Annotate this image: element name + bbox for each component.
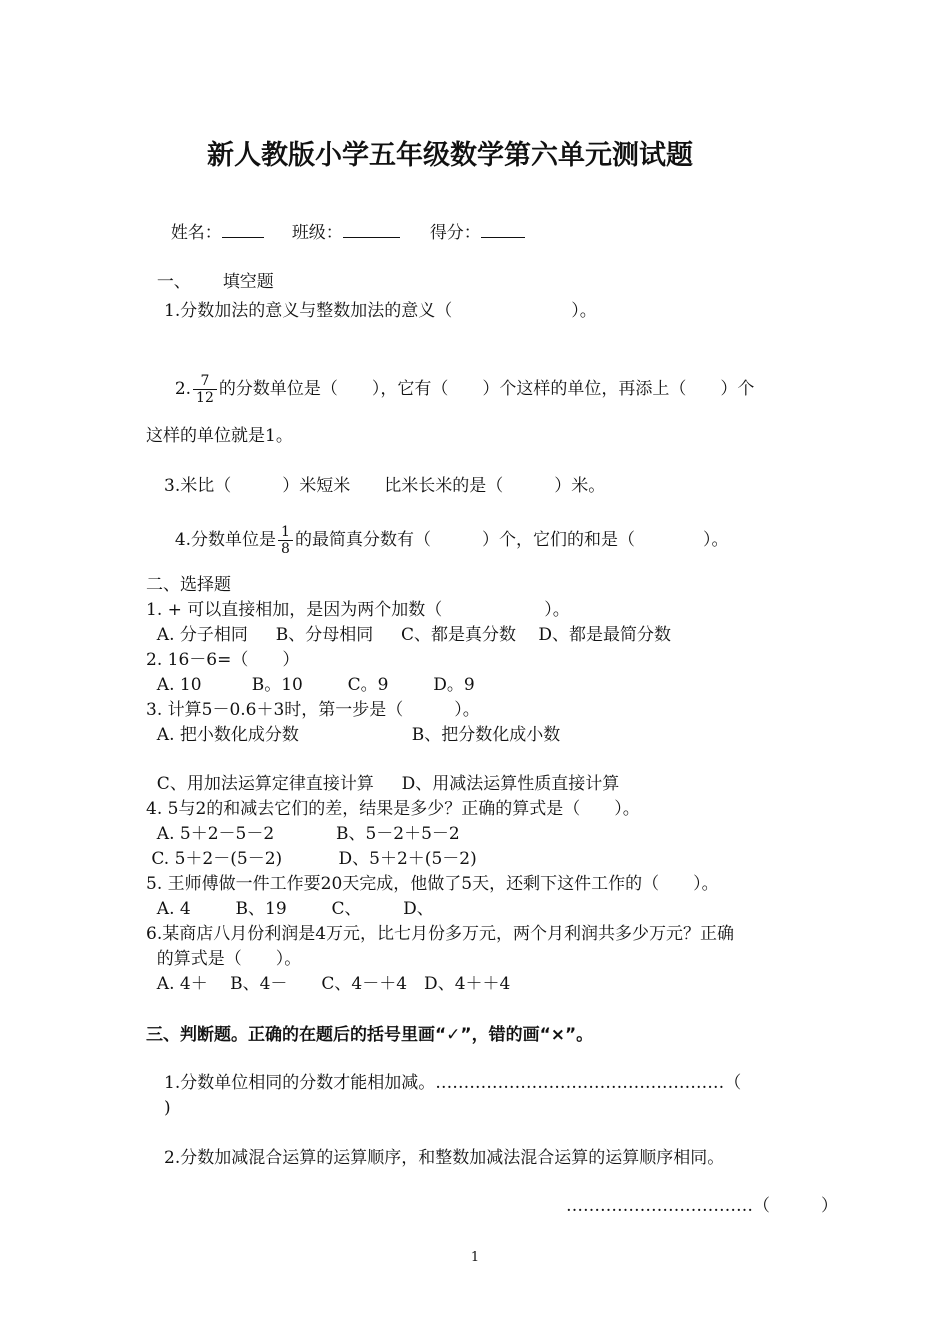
choice-line: 3. 计算5－0.6＋3时，第一步是（ ）。 <box>146 700 480 720</box>
score-blank[interactable] <box>481 222 525 238</box>
q2-text: 的分数单位是（ ），它有（ ）个这样的单位，再添上（ ）个 <box>218 379 755 399</box>
choice-line: 1. + 可以直接相加，是因为两个加数（ ）。 <box>146 600 570 620</box>
choice-line: A. 10 B。10 C。9 D。9 <box>146 675 475 695</box>
section2-heading: 二、选择题 <box>146 575 231 595</box>
name-blank[interactable] <box>222 222 264 238</box>
page-number: 1 <box>470 1250 480 1265</box>
choice-line: C、用加法运算定律直接计算 D、用减法运算性质直接计算 <box>146 774 620 794</box>
fill-question-3: 3.米比（ ）米短米 比米长米的是（ ）米。 <box>164 476 606 496</box>
q4-text-start: 4.分数单位是 <box>174 530 277 550</box>
score-label: 得分： <box>429 223 481 243</box>
fraction-numerator: 1 <box>278 524 293 541</box>
section1-title: 填空题 <box>222 272 274 292</box>
choice-line: C. 5＋2－(5－2) D、5＋2＋(5－2) <box>146 849 477 869</box>
fill-question-1: 1.分数加法的意义与整数加法的意义（ ）。 <box>164 301 597 321</box>
choice-line: A. 5＋2－5－2 B、5－2＋5－2 <box>146 824 460 844</box>
q2-number: 2. <box>174 379 192 399</box>
fraction-denominator: 12 <box>196 390 214 406</box>
choice-line: 6.某商店八月份利润是4万元，比七月份多万元，两个月利润共多少万元？正确 <box>146 924 735 944</box>
fill-question-4 <box>164 504 728 557</box>
choice-line: 的算式是（ ）。 <box>146 949 302 969</box>
section3-heading: 三、判断题。正确的在题后的括号里画“✓”，错的画“×”。 <box>146 1025 594 1045</box>
choice-line: 2. 16－6=（ ） <box>146 650 300 670</box>
choice-line: A. 4 B、19 C、 D、 <box>146 899 434 919</box>
choice-line: A. 4＋ B、4－ C、4－＋4 D、4＋＋4 <box>146 974 511 994</box>
judge-question-2-tail: ……………………………（ ） <box>566 1196 838 1216</box>
choice-line: A. 分子相同 B、分母相同 C、都是真分数 D、都是最简分数 <box>146 625 672 645</box>
judge-question-1: 1.分数单位相同的分数才能相加减。……………………………………………（ <box>164 1073 742 1093</box>
class-blank[interactable] <box>343 222 400 238</box>
fill-question-2 <box>164 353 754 406</box>
judge-question-1-bracket: ) <box>164 1098 171 1118</box>
name-label: 姓名： <box>170 223 222 243</box>
fraction-denominator: 8 <box>281 541 290 557</box>
section1-number: 一、 <box>156 272 191 292</box>
fraction-1-8 <box>278 524 293 557</box>
judge-question-2: 2.分数加减混合运算的运算顺序，和整数加减法混合运算的运算顺序相同。 <box>164 1148 725 1168</box>
choice-line: 5. 王师傅做一件工作要20天完成，他做了5天，还剩下这件工作的（ ）。 <box>146 874 719 894</box>
choice-line: 4. 5与2的和减去它们的差，结果是多少？正确的算式是（ ）。 <box>146 799 640 819</box>
class-label: 班级： <box>291 223 343 243</box>
fraction-numerator: 7 <box>193 373 217 390</box>
choice-line: A. 把小数化成分数 B、把分数化成小数 <box>146 725 561 745</box>
student-info-row <box>160 202 525 243</box>
fraction-7-12 <box>193 373 217 406</box>
q4-text-end: 的最简真分数有（ ）个，它们的和是（ ）。 <box>294 530 729 550</box>
document-title: 新人教版小学五年级数学第六单元测试题 <box>207 140 693 171</box>
fill-question-2-continued: 这样的单位就是1。 <box>146 426 293 446</box>
section1-heading <box>146 252 274 292</box>
